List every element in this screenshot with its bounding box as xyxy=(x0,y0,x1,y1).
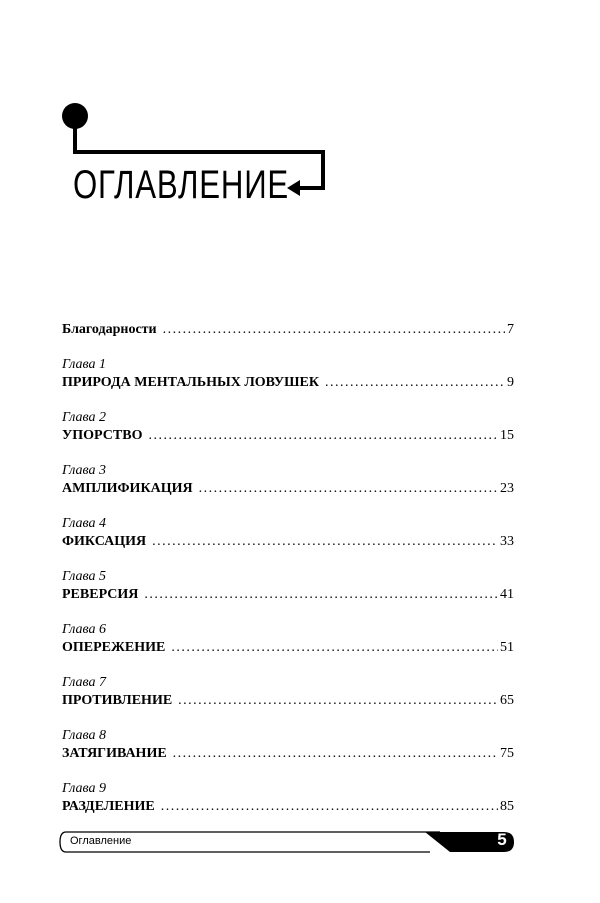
dot-leader xyxy=(144,586,498,604)
dot-leader xyxy=(173,745,498,763)
chapter-title: ПРОТИВЛЕНИЕ xyxy=(62,693,173,708)
toc-chapter-9[interactable] xyxy=(62,780,514,816)
chapter-page: 23 xyxy=(500,481,514,496)
chapter-label: Глава 1 xyxy=(62,357,106,372)
chapter-page: 75 xyxy=(500,746,514,761)
chapter-title: УПОРСТВО xyxy=(62,428,143,443)
chapter-page: 41 xyxy=(500,587,514,602)
chapter-title: ОПЕРЕЖЕНИЕ xyxy=(62,640,166,655)
chapter-label: Глава 7 xyxy=(62,675,106,690)
toc-chapter-4[interactable] xyxy=(62,515,514,551)
chapter-label: Глава 6 xyxy=(62,622,106,637)
chapter-label: Глава 3 xyxy=(62,463,106,478)
dot-leader xyxy=(163,321,505,339)
chapter-label: Глава 5 xyxy=(62,569,106,584)
toc-chapter-3[interactable] xyxy=(62,462,514,498)
page-title: ОГЛАВЛЕНИЕ xyxy=(73,163,290,207)
chapter-label: Глава 4 xyxy=(62,516,106,531)
chapter-page: 85 xyxy=(500,799,514,814)
dot-leader xyxy=(161,798,498,816)
chapter-page: 15 xyxy=(500,428,514,443)
toc-chapter-7[interactable] xyxy=(62,674,514,710)
toc-chapter-8[interactable] xyxy=(62,727,514,763)
chapter-page: 51 xyxy=(500,640,514,655)
chapter-page: 65 xyxy=(500,693,514,708)
toc-entry-acknowledgements[interactable] xyxy=(62,321,514,339)
chapter-page: 9 xyxy=(507,375,514,390)
page-number: 5 xyxy=(497,830,507,849)
dot-leader xyxy=(178,692,498,710)
chapter-page: 33 xyxy=(500,534,514,549)
toc-chapter-6[interactable] xyxy=(62,621,514,657)
table-of-contents xyxy=(62,321,514,833)
dot-leader xyxy=(325,374,505,392)
chapter-title: АМПЛИФИКАЦИЯ xyxy=(62,481,193,496)
toc-chapter-1[interactable] xyxy=(62,356,514,392)
chapter-title: РАЗДЕЛЕНИЕ xyxy=(62,799,155,814)
chapter-title: ЗАТЯГИВАНИЕ xyxy=(62,746,167,761)
dot-leader xyxy=(199,480,498,498)
chapter-label: Глава 9 xyxy=(62,781,106,796)
chapter-title: РЕВЕРСИЯ xyxy=(62,587,139,602)
toc-chapter-5[interactable] xyxy=(62,568,514,604)
running-footer-section: Оглавление xyxy=(70,835,132,847)
chapter-label: Глава 8 xyxy=(62,728,106,743)
toc-chapter-2[interactable] xyxy=(62,409,514,445)
dot-leader xyxy=(148,427,498,445)
chapter-label: Глава 2 xyxy=(62,410,106,425)
dot-leader xyxy=(171,639,498,657)
chapter-title: ФИКСАЦИЯ xyxy=(62,534,147,549)
chapter-title: ПРИРОДА МЕНТАЛЬНЫХ ЛОВУШЕК xyxy=(62,375,320,390)
dot-leader xyxy=(152,533,498,551)
toc-entry-title: Благодарности xyxy=(62,322,157,337)
toc-entry-page: 7 xyxy=(507,322,514,337)
